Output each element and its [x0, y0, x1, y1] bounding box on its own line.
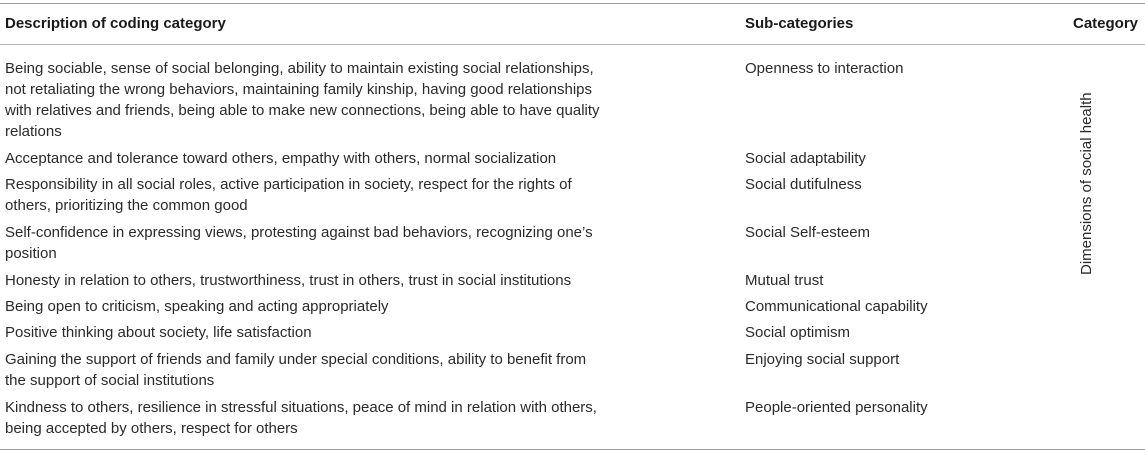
- header-category: Category: [1073, 15, 1139, 32]
- description-line: not retaliating the wrong behaviors, maintaining family kinship, having good relationships: [5, 81, 593, 98]
- description-line: Acceptance and tolerance toward others, empathy with others, normal socialization: [5, 150, 557, 167]
- description-line: Self-confidence in expressing views, protesting against bad behaviors, recognizing one’s: [5, 224, 593, 241]
- subcategory-cell: Mutual trust: [745, 272, 824, 289]
- header-subcategories: Sub-categories: [745, 15, 854, 32]
- header-divider: [0, 44, 1145, 45]
- header-description: Description of coding category: [5, 15, 226, 32]
- description-line: being accepted by others, respect for others: [5, 420, 298, 437]
- description-line: Gaining the support of friends and family under special conditions, ability to benefit from: [5, 351, 587, 368]
- description-line: relations: [5, 123, 62, 140]
- description-line: others, prioritizing the common good: [5, 197, 248, 214]
- description-line: Being sociable, sense of social belonging, ability to maintain existing social relationships,: [5, 60, 594, 77]
- subcategory-cell: Social dutifulness: [745, 176, 862, 193]
- subcategory-cell: Social Self-esteem: [745, 224, 871, 241]
- description-line: the support of social institutions: [5, 372, 215, 389]
- subcategory-cell: Social optimism: [745, 324, 851, 341]
- description-line: Being open to criticism, speaking and acting appropriately: [5, 298, 389, 315]
- table-top-rule: [0, 3, 1145, 4]
- category-label: Dimensions of social health: [1078, 92, 1095, 275]
- description-line: Responsibility in all social roles, active participation in society, respect for the rights of: [5, 176, 572, 193]
- description-line: Honesty in relation to others, trustworthiness, trust in others, trust in social institutions: [5, 272, 572, 289]
- subcategory-cell: People-oriented personality: [745, 399, 928, 416]
- description-line: position: [5, 245, 57, 262]
- description-line: with relatives and friends, being able to make new connections, being able to have quality: [5, 102, 600, 119]
- subcategory-cell: Social adaptability: [745, 150, 866, 167]
- description-line: Kindness to others, resilience in stressful situations, peace of mind in relation with others,: [5, 399, 597, 416]
- subcategory-cell: Communicational capability: [745, 298, 928, 315]
- table-bottom-rule: [0, 449, 1145, 450]
- subcategory-cell: Enjoying social support: [745, 351, 900, 368]
- description-line: Positive thinking about society, life satisfaction: [5, 324, 312, 341]
- subcategory-cell: Openness to interaction: [745, 60, 904, 77]
